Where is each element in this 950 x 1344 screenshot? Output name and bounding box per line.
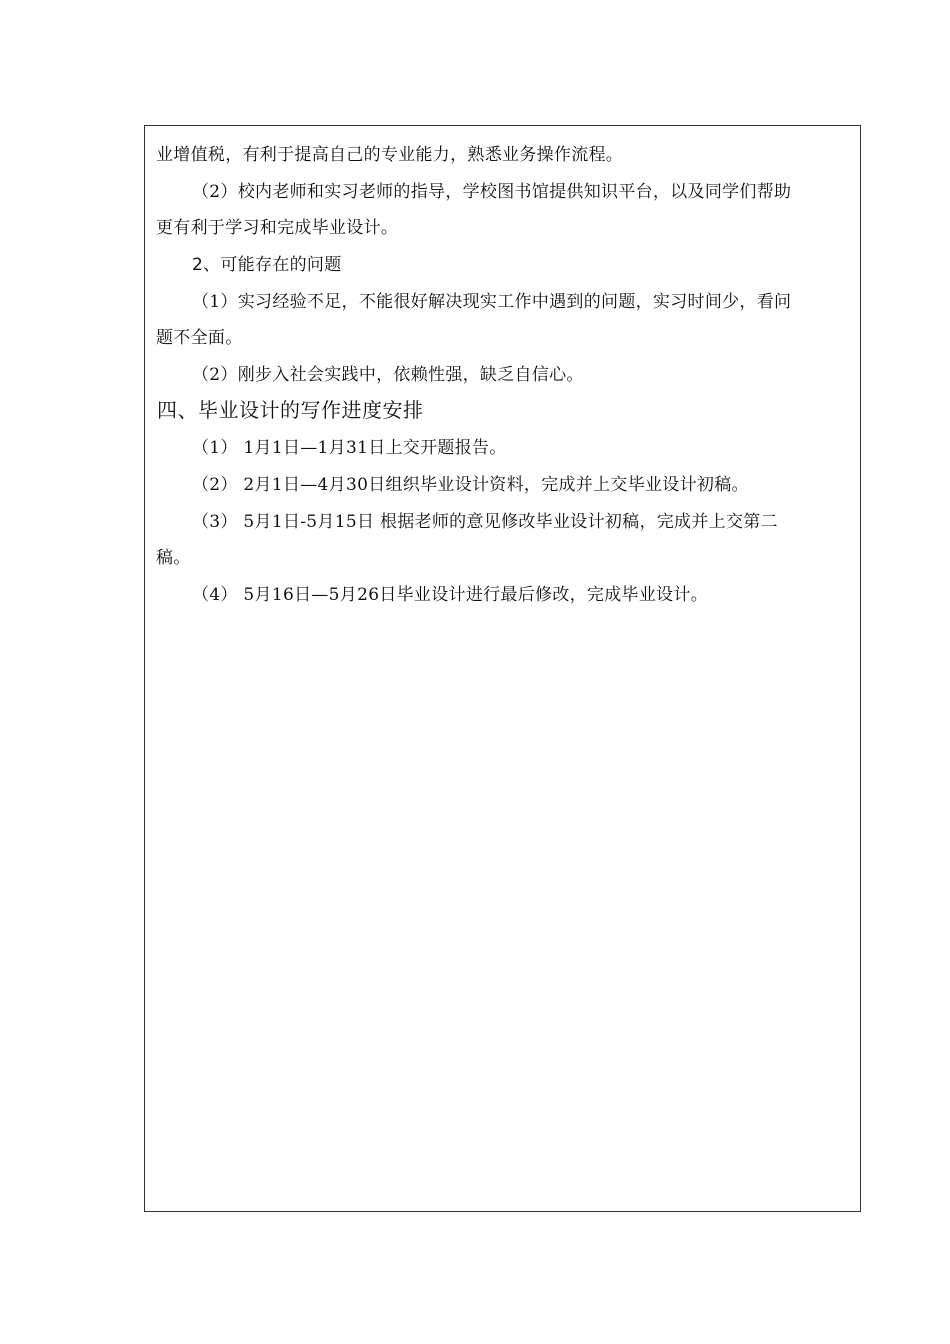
paragraph-line: 题不全面。	[156, 328, 243, 348]
sub-heading: 2、可能存在的问题	[192, 255, 342, 275]
schedule-item: （3） 5月1日-5月15日 根据老师的意见修改毕业设计初稿，完成并上交第二	[192, 512, 778, 532]
section-heading: 四、毕业设计的写作进度安排	[157, 398, 424, 422]
paragraph-line: （2）刚步入社会实践中，依赖性强，缺乏自信心。	[192, 365, 584, 385]
paragraph-line: （1）实习经验不足，不能很好解决现实工作中遇到的问题，实习时间少，看问	[192, 292, 792, 312]
schedule-item: （1） 1月1日—1月31日上交开题报告。	[192, 438, 507, 458]
schedule-item: （4） 5月16日—5月26日毕业设计进行最后修改，完成毕业设计。	[192, 585, 709, 605]
paragraph-line: 更有利于学习和完成毕业设计。	[156, 218, 399, 238]
content-table-frame	[144, 125, 861, 1212]
paragraph-line: 业增值税，有利于提高自己的专业能力，熟悉业务操作流程。	[156, 145, 624, 165]
schedule-item: （2） 2月1日—4月30日组织毕业设计资料，完成并上交毕业设计初稿。	[192, 475, 749, 495]
schedule-item-continuation: 稿。	[156, 548, 191, 568]
paragraph-line: （2）校内老师和实习老师的指导，学校图书馆提供知识平台，以及同学们帮助	[192, 182, 792, 202]
